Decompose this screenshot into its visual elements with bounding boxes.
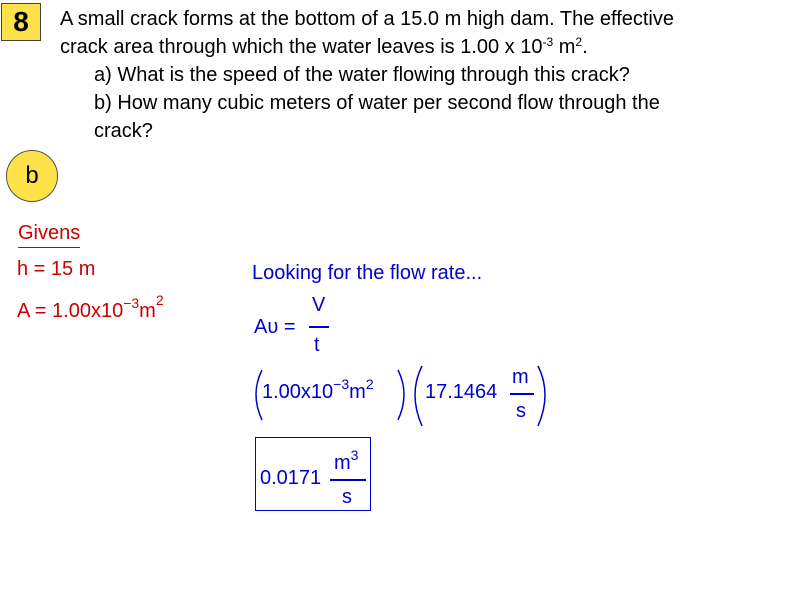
givens-heading: Givens [18, 222, 80, 248]
part-b-badge [6, 150, 58, 202]
mult-area-unit-exponent: 2 [365, 376, 374, 392]
area-text: crack area through which the water leaves is 1.00 x 10 [60, 36, 543, 58]
given-area-unit-exponent: 2 [155, 292, 164, 308]
question-a: a) What is the speed of the water flowing through this crack? [94, 64, 630, 86]
flow-equation-lhs: Aυ = [254, 316, 296, 338]
problem-line-2 [60, 33, 588, 61]
mult-area-exponent: −3 [333, 376, 350, 392]
given-area-value: A = 1.00x10 [17, 300, 124, 322]
left-paren-2 [415, 366, 422, 426]
mult-speed-fraction-bar [510, 393, 534, 395]
flow-equation-numerator: V [312, 294, 326, 316]
mult-area-unit: m [349, 381, 366, 403]
given-area [17, 292, 164, 323]
mult-speed-denominator: s [516, 400, 526, 422]
problem-number: 8 [13, 6, 29, 37]
given-area-unit: m [139, 300, 156, 322]
right-paren-1 [398, 370, 404, 420]
mult-speed-numerator: m [512, 366, 529, 388]
given-area-exponent: −3 [123, 295, 140, 311]
problem-number-badge [1, 3, 41, 41]
part-label: b [25, 162, 39, 189]
flow-equation-fraction-bar [309, 326, 329, 328]
result-numerator-unit: m [334, 452, 351, 474]
result-value: 0.0171 [260, 467, 322, 489]
result-numerator [334, 447, 359, 475]
result-denominator: s [342, 486, 352, 508]
solution-heading: Looking for the flow rate... [252, 262, 483, 284]
right-paren-2 [538, 366, 545, 426]
result-numerator-exponent: 3 [350, 447, 359, 463]
mult-area [262, 376, 374, 404]
flow-equation-denominator: t [314, 334, 320, 356]
mult-speed-value: 17.1464 [425, 381, 498, 403]
area-unit: m [553, 36, 576, 58]
area-exponent: -3 [542, 35, 554, 49]
result-fraction-bar [330, 479, 366, 481]
problem-line-1: A small crack forms at the bottom of a 15.0 m high dam. The effective [60, 8, 674, 30]
mult-area-value: 1.00x10 [262, 381, 334, 403]
line-end: . [582, 36, 588, 58]
question-b-line-1: b) How many cubic meters of water per second flow through the [94, 92, 660, 114]
question-b-line-2: crack? [94, 120, 153, 142]
given-height: h = 15 m [17, 258, 96, 280]
area-unit-exponent: 2 [575, 35, 583, 49]
